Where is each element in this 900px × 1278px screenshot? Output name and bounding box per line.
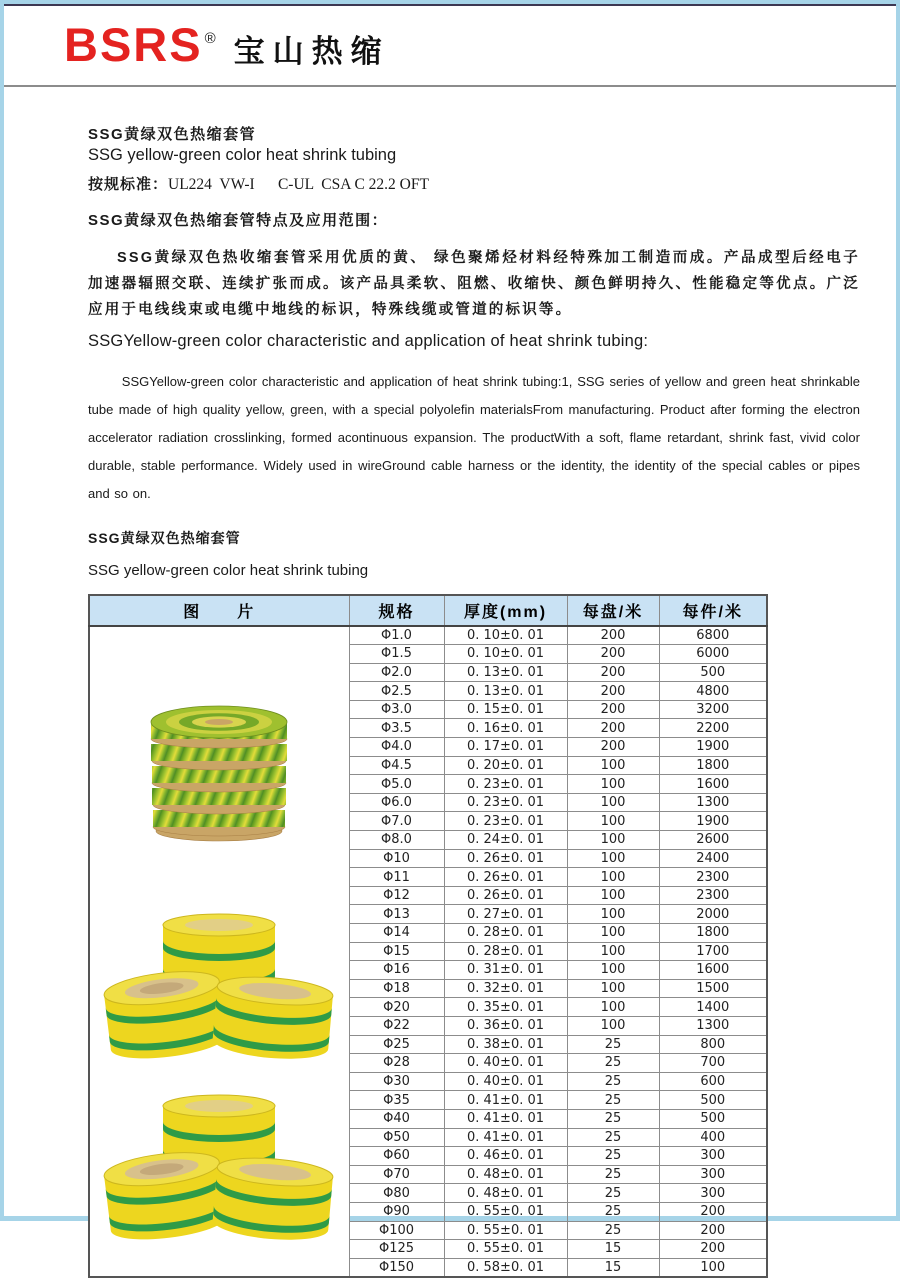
spec-table-header bbox=[89, 595, 767, 626]
cn-feature-paragraph: SSG黄绿双色热收缩套管采用优质的黄、 绿色聚烯烃材料经特殊加工制造而成。产品成型后经电子加速器辐照交联、连续扩张而成。该产品具柔软、阻燃、收缩快、颜色鲜明持久、性能稳定等优点。广泛应用于电线线束或电缆中地线的标识，特殊线缆或管道的标识等。 bbox=[88, 245, 860, 323]
spec-cell: Φ13 bbox=[349, 905, 444, 924]
spec-cell: Φ8.0 bbox=[349, 831, 444, 850]
spec-cell: 200 bbox=[567, 626, 659, 645]
product-title-en: SSG yellow-green color heat shrink tubing bbox=[88, 146, 860, 165]
product-photos-cell bbox=[89, 626, 349, 1278]
spec-cell: 700 bbox=[659, 1054, 767, 1073]
spec-cell: 300 bbox=[659, 1147, 767, 1166]
product-photo-tubing-reel bbox=[144, 684, 294, 847]
spec-cell: 100 bbox=[567, 868, 659, 887]
spec-cell: 1400 bbox=[659, 998, 767, 1017]
spec-cell: 0. 40±0. 01 bbox=[444, 1054, 567, 1073]
spec-cell: 100 bbox=[567, 942, 659, 961]
spec-cell: 600 bbox=[659, 1072, 767, 1091]
registered-trademark-icon: ® bbox=[205, 31, 218, 46]
spec-cell: 200 bbox=[659, 1240, 767, 1259]
spec-cell: Φ4.0 bbox=[349, 738, 444, 757]
spec-cell: 0. 23±0. 01 bbox=[444, 812, 567, 831]
standards-line bbox=[88, 173, 860, 194]
spec-cell: Φ1.5 bbox=[349, 645, 444, 664]
product-photo-striped-rolls-1 bbox=[103, 895, 335, 1070]
spec-cell: Φ60 bbox=[349, 1147, 444, 1166]
spec-cell: 15 bbox=[567, 1258, 659, 1277]
right-roll bbox=[212, 1154, 335, 1244]
product-photo-stack bbox=[90, 652, 349, 1251]
table-caption-cn: SSG黄绿双色热缩套管 bbox=[88, 528, 860, 548]
spec-cell: Φ4.5 bbox=[349, 756, 444, 775]
spec-cell: Φ150 bbox=[349, 1258, 444, 1277]
spec-cell: 25 bbox=[567, 1165, 659, 1184]
spec-cell: Φ70 bbox=[349, 1165, 444, 1184]
spec-cell: 0. 10±0. 01 bbox=[444, 626, 567, 645]
spec-cell: 0. 26±0. 01 bbox=[444, 886, 567, 905]
spec-cell: 2000 bbox=[659, 905, 767, 924]
brand-logo-text bbox=[64, 21, 218, 68]
spec-cell: 1600 bbox=[659, 775, 767, 794]
spec-cell: 25 bbox=[567, 1202, 659, 1221]
spec-cell: 1900 bbox=[659, 738, 767, 757]
spec-cell: 0. 27±0. 01 bbox=[444, 905, 567, 924]
standards-value: UL224 VW-I C-UL CSA C 22.2 OFT bbox=[168, 176, 429, 193]
spec-cell: 4800 bbox=[659, 682, 767, 701]
standards-label: 按规标准： bbox=[88, 176, 168, 193]
spec-cell: 500 bbox=[659, 663, 767, 682]
left-roll bbox=[103, 1147, 228, 1245]
spec-cell: Φ10 bbox=[349, 849, 444, 868]
spec-cell: 0. 41±0. 01 bbox=[444, 1128, 567, 1147]
spec-cell: 15 bbox=[567, 1240, 659, 1259]
spec-cell: 300 bbox=[659, 1184, 767, 1203]
spec-cell: Φ28 bbox=[349, 1054, 444, 1073]
spec-cell: 100 bbox=[567, 756, 659, 775]
spec-cell: 100 bbox=[567, 1016, 659, 1035]
striped-rolls-graphic bbox=[103, 895, 335, 1067]
spec-cell: Φ14 bbox=[349, 924, 444, 943]
spec-cell: 200 bbox=[567, 663, 659, 682]
spec-cell: 1800 bbox=[659, 924, 767, 943]
spec-cell: Φ16 bbox=[349, 961, 444, 980]
spec-cell: Φ11 bbox=[349, 868, 444, 887]
spec-cell: 25 bbox=[567, 1147, 659, 1166]
brand-logo-chinese: 宝山热缩 bbox=[234, 26, 390, 71]
left-roll bbox=[103, 966, 228, 1064]
spec-cell: 25 bbox=[567, 1128, 659, 1147]
spec-cell: 200 bbox=[567, 700, 659, 719]
col-header-per-reel: 每盘/米 bbox=[567, 595, 659, 626]
spec-cell: 0. 55±0. 01 bbox=[444, 1202, 567, 1221]
spec-cell: 200 bbox=[567, 719, 659, 738]
spec-cell: 0. 55±0. 01 bbox=[444, 1221, 567, 1240]
spec-cell: 1500 bbox=[659, 979, 767, 998]
en-feature-paragraph: SSGYellow-green color characteristic and application of heat shrink tubing:1, SSG series of yellow and green heat shrinkable tube made of high quality yellow, green, with a special polyolefin materialsFrom manufacturing. Product after forming the electron accelerator radiation crosslinking, formed acontinuous expansion. The productWith a soft, flame retardant, shrink fast, vivid color durable, stable performance. Widely used in wireGround cable harness or the identity, the identity of the special cables or pipes and so on. bbox=[88, 368, 860, 508]
spec-cell: 200 bbox=[659, 1202, 767, 1221]
spec-cell: 0. 15±0. 01 bbox=[444, 700, 567, 719]
spec-cell: Φ25 bbox=[349, 1035, 444, 1054]
cn-feature-heading: SSG黄绿双色热缩套管特点及应用范围： bbox=[88, 209, 860, 230]
spec-cell: 0. 17±0. 01 bbox=[444, 738, 567, 757]
spec-cell: 0. 41±0. 01 bbox=[444, 1109, 567, 1128]
spec-cell: Φ15 bbox=[349, 942, 444, 961]
spec-cell: 25 bbox=[567, 1184, 659, 1203]
spec-cell: 0. 26±0. 01 bbox=[444, 868, 567, 887]
spec-cell: 0. 20±0. 01 bbox=[444, 756, 567, 775]
spec-cell: 0. 24±0. 01 bbox=[444, 831, 567, 850]
spec-cell: Φ1.0 bbox=[349, 626, 444, 645]
spec-cell: 6800 bbox=[659, 626, 767, 645]
spec-cell: 0. 28±0. 01 bbox=[444, 942, 567, 961]
spec-cell: Φ2.5 bbox=[349, 682, 444, 701]
col-header-per-piece: 每件/米 bbox=[659, 595, 767, 626]
spec-cell: Φ100 bbox=[349, 1221, 444, 1240]
spec-cell: 100 bbox=[567, 905, 659, 924]
spec-cell: Φ18 bbox=[349, 979, 444, 998]
spec-table bbox=[88, 594, 768, 1278]
spec-cell: 100 bbox=[567, 793, 659, 812]
spec-cell: 0. 36±0. 01 bbox=[444, 1016, 567, 1035]
spec-cell: 1800 bbox=[659, 756, 767, 775]
spec-cell: 100 bbox=[567, 961, 659, 980]
spec-cell: 0. 48±0. 01 bbox=[444, 1184, 567, 1203]
spec-cell: 0. 46±0. 01 bbox=[444, 1147, 567, 1166]
spec-cell: Φ22 bbox=[349, 1016, 444, 1035]
spec-cell: 100 bbox=[567, 775, 659, 794]
spec-cell: Φ20 bbox=[349, 998, 444, 1017]
spec-cell: Φ3.0 bbox=[349, 700, 444, 719]
spec-cell: 25 bbox=[567, 1221, 659, 1240]
product-photo-striped-rolls-2 bbox=[103, 1076, 335, 1251]
spec-cell: 0. 32±0. 01 bbox=[444, 979, 567, 998]
spec-cell: 25 bbox=[567, 1035, 659, 1054]
spec-cell: 500 bbox=[659, 1109, 767, 1128]
col-header-photo: 图 片 bbox=[89, 595, 349, 626]
spec-cell: 25 bbox=[567, 1054, 659, 1073]
spec-cell: Φ35 bbox=[349, 1091, 444, 1110]
spec-cell: 2300 bbox=[659, 868, 767, 887]
spec-cell: 25 bbox=[567, 1072, 659, 1091]
spec-cell: 0. 23±0. 01 bbox=[444, 793, 567, 812]
spec-cell: 3200 bbox=[659, 700, 767, 719]
spec-cell: 100 bbox=[567, 924, 659, 943]
top-border-line bbox=[4, 4, 896, 6]
spec-cell: 0. 31±0. 01 bbox=[444, 961, 567, 980]
spec-cell: 25 bbox=[567, 1109, 659, 1128]
spec-cell: 100 bbox=[567, 831, 659, 850]
spec-cell: 0. 48±0. 01 bbox=[444, 1165, 567, 1184]
col-header-spec: 规格 bbox=[349, 595, 444, 626]
product-title-cn: SSG黄绿双色热缩套管 bbox=[88, 123, 860, 144]
spec-cell: Φ50 bbox=[349, 1128, 444, 1147]
spec-cell: 0. 40±0. 01 bbox=[444, 1072, 567, 1091]
spec-row bbox=[89, 626, 767, 645]
spec-cell: 200 bbox=[567, 645, 659, 664]
spec-cell: Φ40 bbox=[349, 1109, 444, 1128]
spec-cell: 1300 bbox=[659, 1016, 767, 1035]
spec-cell: Φ125 bbox=[349, 1240, 444, 1259]
spec-cell: 300 bbox=[659, 1165, 767, 1184]
spec-cell: 100 bbox=[567, 812, 659, 831]
table-caption-en: SSG yellow-green color heat shrink tubing bbox=[88, 562, 860, 579]
spec-cell: Φ90 bbox=[349, 1202, 444, 1221]
spec-cell: 0. 41±0. 01 bbox=[444, 1091, 567, 1110]
spec-cell: Φ3.5 bbox=[349, 719, 444, 738]
spec-cell: 100 bbox=[659, 1258, 767, 1277]
spec-cell: 100 bbox=[567, 998, 659, 1017]
header-row bbox=[89, 595, 767, 626]
spec-cell: Φ2.0 bbox=[349, 663, 444, 682]
en-feature-heading: SSGYellow-green color characteristic and application of heat shrink tubing: bbox=[88, 332, 860, 351]
spec-cell: 100 bbox=[567, 886, 659, 905]
spec-cell: 1700 bbox=[659, 942, 767, 961]
spec-cell: 0. 13±0. 01 bbox=[444, 663, 567, 682]
spec-cell: 2600 bbox=[659, 831, 767, 850]
spec-cell: 0. 55±0. 01 bbox=[444, 1240, 567, 1259]
spec-cell: Φ12 bbox=[349, 886, 444, 905]
spec-cell: 0. 38±0. 01 bbox=[444, 1035, 567, 1054]
spec-cell: 100 bbox=[567, 849, 659, 868]
spec-cell: 0. 58±0. 01 bbox=[444, 1258, 567, 1277]
spec-cell: 2200 bbox=[659, 719, 767, 738]
striped-rolls-graphic bbox=[103, 1076, 335, 1248]
spec-cell: 2400 bbox=[659, 849, 767, 868]
spec-cell: 0. 35±0. 01 bbox=[444, 998, 567, 1017]
spec-table-body bbox=[89, 626, 767, 1278]
spec-cell: 200 bbox=[567, 738, 659, 757]
spec-cell: 2300 bbox=[659, 886, 767, 905]
spec-cell: 0. 13±0. 01 bbox=[444, 682, 567, 701]
masthead bbox=[4, 4, 896, 87]
spec-cell: 800 bbox=[659, 1035, 767, 1054]
spec-cell: Φ6.0 bbox=[349, 793, 444, 812]
spec-cell: 1900 bbox=[659, 812, 767, 831]
spec-cell: Φ7.0 bbox=[349, 812, 444, 831]
spec-cell: 400 bbox=[659, 1128, 767, 1147]
spec-cell: 500 bbox=[659, 1091, 767, 1110]
col-header-thickness: 厚度(mm) bbox=[444, 595, 567, 626]
spec-cell: 200 bbox=[567, 682, 659, 701]
spec-cell: 100 bbox=[567, 979, 659, 998]
spec-cell: 0. 10±0. 01 bbox=[444, 645, 567, 664]
spec-cell: 0. 23±0. 01 bbox=[444, 775, 567, 794]
spec-cell: Φ30 bbox=[349, 1072, 444, 1091]
spec-cell: 1600 bbox=[659, 961, 767, 980]
spec-cell: Φ5.0 bbox=[349, 775, 444, 794]
spec-cell: Φ80 bbox=[349, 1184, 444, 1203]
page-content bbox=[4, 123, 896, 1278]
spec-cell: 0. 26±0. 01 bbox=[444, 849, 567, 868]
spec-cell: 25 bbox=[567, 1091, 659, 1110]
spec-cell: 0. 16±0. 01 bbox=[444, 719, 567, 738]
spec-cell: 0. 28±0. 01 bbox=[444, 924, 567, 943]
tubing-reel-graphic bbox=[144, 684, 294, 844]
spec-cell: 1300 bbox=[659, 793, 767, 812]
spec-cell: 6000 bbox=[659, 645, 767, 664]
spec-cell: 200 bbox=[659, 1221, 767, 1240]
right-roll bbox=[212, 973, 335, 1063]
brand-logo-letters: BSRS bbox=[64, 18, 203, 71]
